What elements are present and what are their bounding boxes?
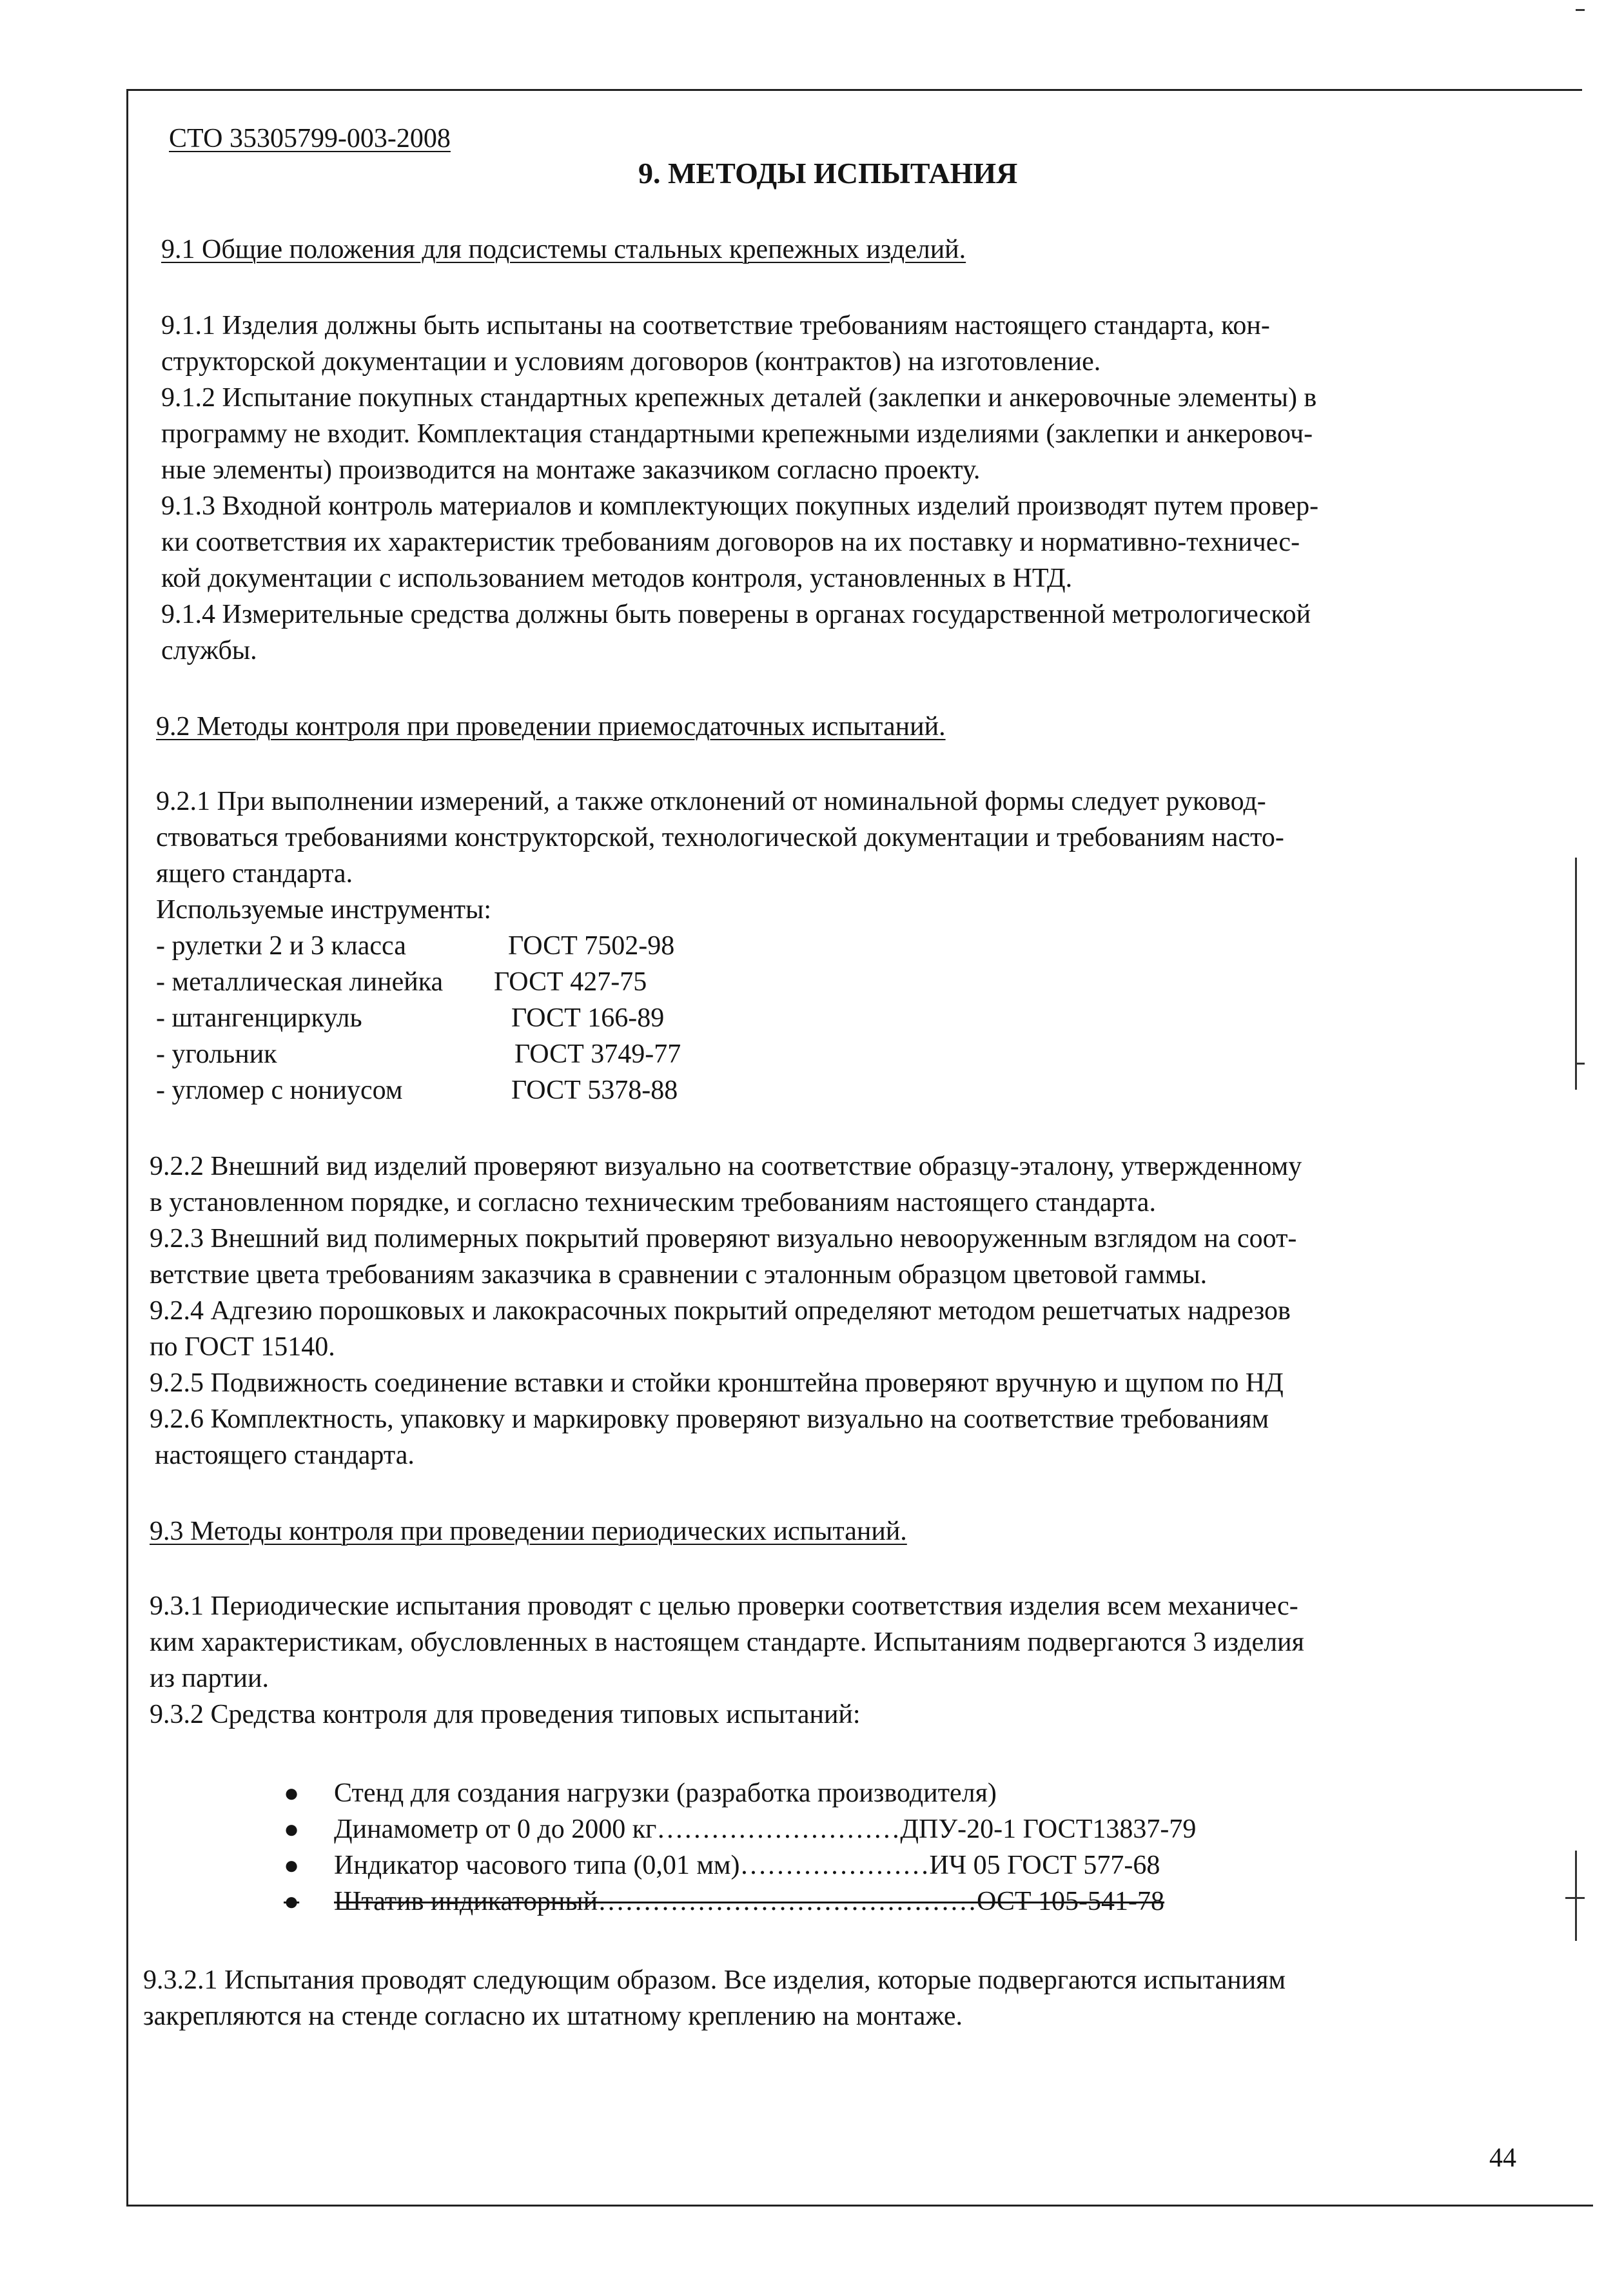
tool-standard: ГОСТ 3749-77 [514, 1039, 681, 1069]
tool-name: - угольник [156, 1039, 277, 1069]
paragraph-9-1-1: 9.1.1 Изделия должны быть испытаны на соответствие требованиям настоящего стандарта, кон- [161, 311, 1270, 340]
subsection-heading-9-1: 9.1 Общие положения для подсистемы стальных крепежных изделий. [161, 235, 966, 264]
page-number: 44 [1489, 2143, 1516, 2173]
paragraph-9-3-2-1: закрепляются на стенде согласно их штатному креплению на монтаже. [143, 2001, 963, 2031]
paragraph-9-2-6: 9.2.6 Комплектность, упаковку и маркировку проверяют визуально на соответствие требованиям [150, 1404, 1269, 1434]
equipment-list-item: Индикатор часового типа (0,01 мм)…………………ИЧ 05 ГОСТ 577-68 [334, 1851, 1160, 1880]
paragraph-9-2-5: 9.2.5 Подвижность соединение вставки и стойки кронштейна проверяют вручную и щупом по НД [150, 1368, 1284, 1398]
paragraph-9-1-3: 9.1.3 Входной контроль материалов и комплектующих покупных изделий производят путем провер- [161, 491, 1319, 521]
page-frame-left [126, 89, 128, 2205]
bullet-icon: ● [284, 1814, 300, 1843]
paragraph-9-2-3: ветствие цвета требованиям заказчика в сравнении с эталонным образцом цветовой гаммы. [150, 1260, 1208, 1290]
bullet-icon: ● [284, 1887, 300, 1916]
tools-heading: Используемые инструменты: [156, 895, 492, 925]
paragraph-9-2-2: в установленном порядке, и согласно техническим требованиям настоящего стандарта. [150, 1188, 1156, 1217]
tool-name: - штангенциркуль [156, 1003, 362, 1033]
paragraph-9-3-1: 9.3.1 Периодические испытания проводят с целью проверки соответствия изделия всем механичес- [150, 1591, 1298, 1621]
section-title: 9. МЕТОДЫ ИСПЫТАНИЯ [638, 157, 1018, 190]
scan-mark [1576, 9, 1585, 11]
page-frame-top [126, 89, 1582, 91]
bullet-icon: ● [284, 1778, 300, 1807]
paragraph-9-3-2-1: 9.3.2.1 Испытания проводят следующим образом. Все изделия, которые подвергаются испытаниям [143, 1965, 1286, 1995]
bullet-icon: ● [284, 1851, 300, 1880]
page-frame-bottom [126, 2205, 1593, 2207]
subsection-heading-9-2: 9.2 Методы контроля при проведении приемосдаточных испытаний. [156, 712, 946, 742]
paragraph-9-1-2: ные элементы) производится на монтаже заказчиком согласно проекту. [161, 455, 981, 485]
scan-mark [1576, 1063, 1585, 1065]
paragraph-9-1-1: структорской документации и условиям договоров (контрактов) на изготовление. [161, 347, 1101, 377]
paragraph-9-3-1: из партии. [150, 1664, 269, 1693]
paragraph-9-1-3: ки соответствия их характеристик требованиям договоров на их поставку и нормативно-техничес- [161, 527, 1300, 557]
scan-mark [1575, 858, 1577, 1090]
paragraph-9-3-1: ким характеристикам, обусловленных в настоящем стандарте. Испытаниям подвергаются 3 изделия [150, 1627, 1304, 1657]
paragraph-9-1-4: службы. [161, 636, 257, 665]
document-code: СТО 35305799-003-2008 [169, 124, 451, 153]
tool-standard: ГОСТ 7502-98 [508, 931, 675, 961]
tool-standard: ГОСТ 5378-88 [511, 1076, 678, 1105]
tool-name: - угломер с нониусом [156, 1076, 403, 1105]
paragraph-9-2-1: ствоваться требованиями конструкторской, технологической документации и требованиям насто- [156, 823, 1284, 852]
paragraph-9-3-2: 9.3.2 Средства контроля для проведения типовых испытаний: [150, 1700, 861, 1729]
paragraph-9-2-4: 9.2.4 Адгезию порошковых и лакокрасочных покрытий определяют методом решетчатых надрезов [150, 1296, 1291, 1326]
equipment-list-item: Стенд для создания нагрузки (разработка производителя) [334, 1778, 997, 1808]
subsection-heading-9-3: 9.3 Методы контроля при проведении периодических испытаний. [150, 1517, 907, 1546]
tool-standard: ГОСТ 427-75 [494, 967, 647, 997]
tool-standard: ГОСТ 166-89 [511, 1003, 665, 1033]
paragraph-9-1-3: кой документации с использованием методов контроля, установленных в НТД. [161, 564, 1073, 593]
paragraph-9-1-4: 9.1.4 Измерительные средства должны быть поверены в органах государственной метрологической [161, 600, 1311, 629]
paragraph-9-2-3: 9.2.3 Внешний вид полимерных покрытий проверяют визуально невооруженным взглядом на соот- [150, 1224, 1297, 1253]
scan-mark [1575, 1851, 1577, 1941]
paragraph-9-2-1: ящего стандарта. [156, 859, 353, 889]
equipment-list-item: Динамометр от 0 до 2000 кг………………………ДПУ-20-1 ГОСТ13837-79 [334, 1814, 1197, 1844]
paragraph-9-1-2: программу не входит. Комплектация стандартными крепежными изделиями (заклепки и анкеровоч- [161, 419, 1313, 449]
paragraph-9-1-2: 9.1.2 Испытание покупных стандартных крепежных деталей (заклепки и анкеровочные элементы) в [161, 383, 1317, 413]
paragraph-9-2-2: 9.2.2 Внешний вид изделий проверяют визуально на соответствие образцу-эталону, утвержденному [150, 1152, 1302, 1181]
tool-name: - металлическая линейка [156, 967, 444, 997]
paragraph-9-2-6: настоящего стандарта. [155, 1440, 415, 1470]
paragraph-9-2-4: по ГОСТ 15140. [150, 1332, 335, 1362]
tool-name: - рулетки 2 и 3 класса [156, 931, 406, 961]
paragraph-9-2-1: 9.2.1 При выполнении измерений, а также отклонений от номинальной формы следует руковод- [156, 787, 1266, 816]
equipment-list-item-struck: Штатив индикаторный……………………………………ОСТ 105-541-78 [334, 1887, 1165, 1916]
